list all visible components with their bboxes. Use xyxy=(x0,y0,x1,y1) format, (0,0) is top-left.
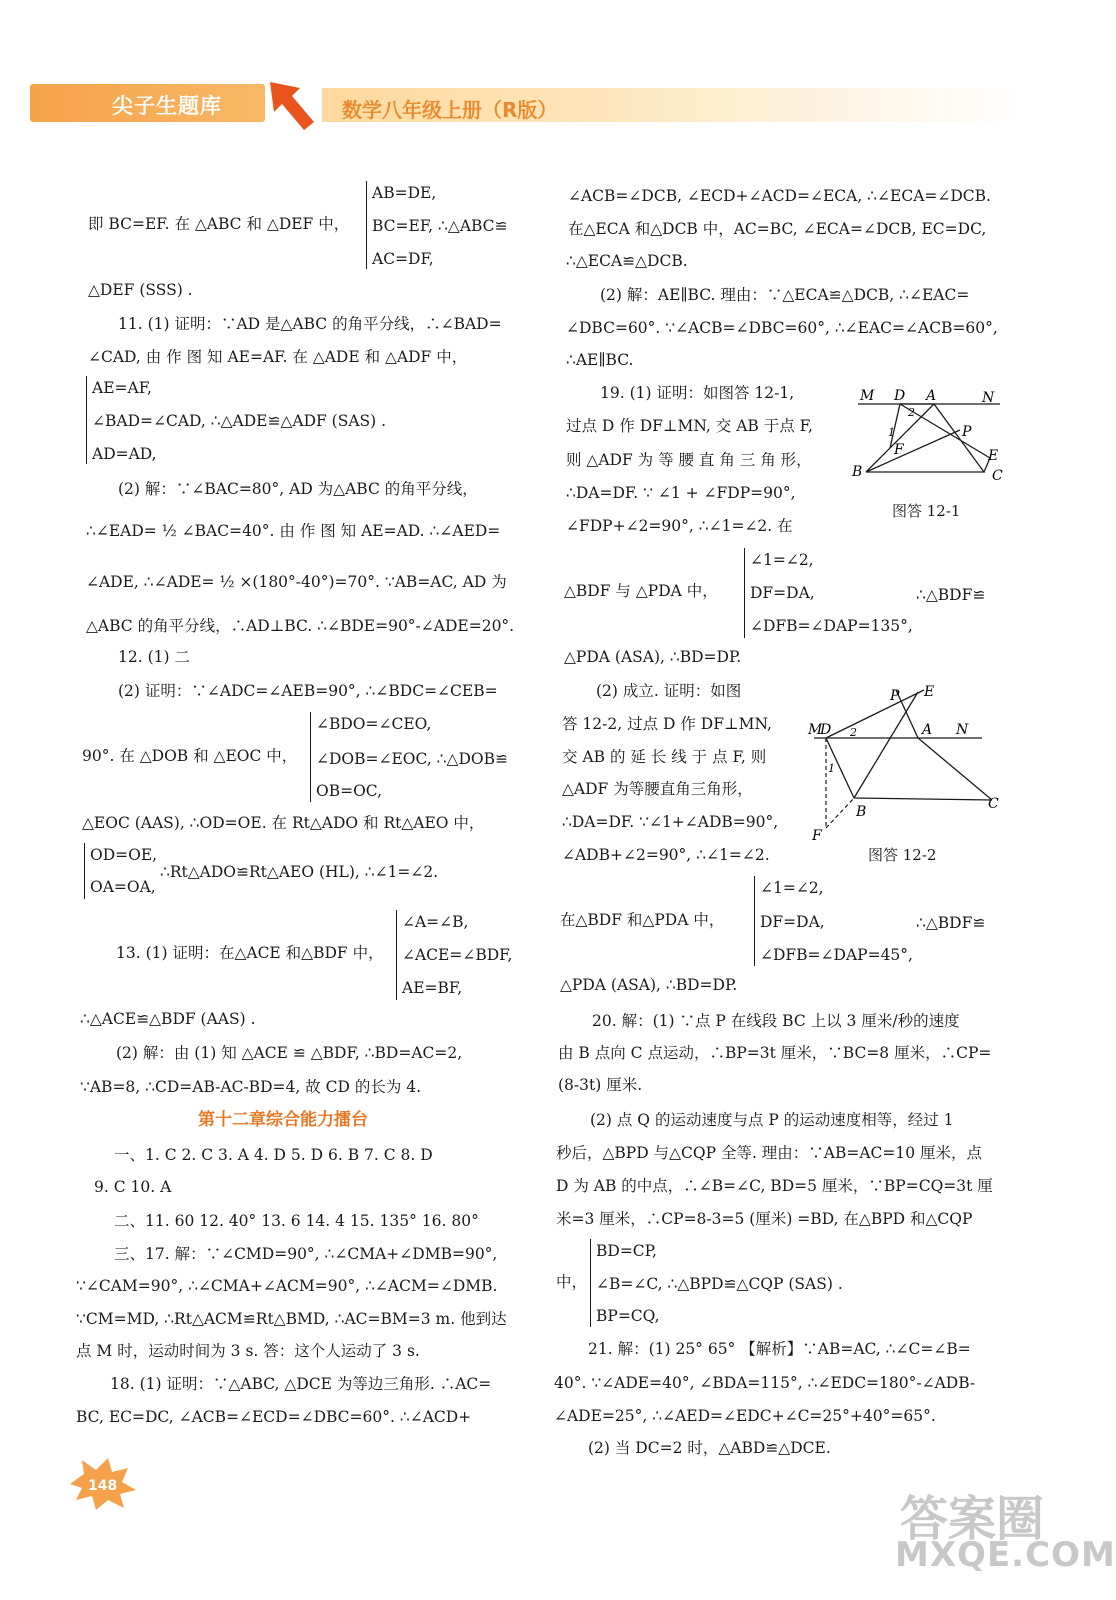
text-line: 18. (1) 证明：∵△ABC, △DCE 为等边三角形. ∴AC= xyxy=(110,1375,492,1393)
text-line: ∠BAD=∠CAD, ∴△ADE≌△ADF (SAS) . xyxy=(92,412,387,430)
text-line: △DEF (SSS) . xyxy=(88,281,193,299)
header-subtitle: 数学八年级上册（R版） xyxy=(342,98,558,122)
text-line: ∴△ACE≌△BDF (AAS) . xyxy=(80,1010,256,1028)
text-line: 即 BC=EF. 在 △ABC 和 △DEF 中， xyxy=(88,215,350,233)
text-line: 21. 解：(1) 25° 65° 【解析】∵AB=AC, ∴∠C=∠B= xyxy=(588,1340,971,1358)
fig2-label-M: M xyxy=(808,722,823,738)
brace xyxy=(396,910,397,1000)
figure-12-1-caption: 图答 12-1 xyxy=(892,502,961,520)
text-line: (2) 解：AE∥BC. 理由：∵△ECA≌△DCB, ∴∠EAC= xyxy=(600,286,970,304)
text-line: ∠ACE=∠BDF, xyxy=(402,946,513,964)
text-line: BP=CQ, xyxy=(596,1307,660,1325)
text-line: 答 12-2, 过点 D 作 DF⊥MN, xyxy=(562,715,772,733)
fig1-label-F: F xyxy=(894,442,904,458)
text-line: 秒后，△BPD 与△CQP 全等. 理由：∵AB=AC=10 厘米，点 xyxy=(556,1144,983,1162)
text-line: 20. 解：(1) ∵点 P 在线段 BC 上以 3 厘米/秒的速度 xyxy=(592,1012,960,1030)
text-line: 则 △ADF 为 等 腰 直 角 三 角 形， xyxy=(566,451,812,469)
text-line: BD=CP, xyxy=(596,1242,657,1260)
header-brand: 尖子生题库 xyxy=(112,94,222,118)
page-number: 148 xyxy=(88,1478,118,1494)
text-line: AD=AD, xyxy=(92,445,157,463)
text-line: (2) 证明：∵∠ADC=∠AEB=90°, ∴∠BDC=∠CEB= xyxy=(118,682,498,700)
text-line: 二、11. 60 12. 40° 13. 6 14. 4 15. 135° 16. 80° xyxy=(114,1212,479,1230)
text-line: AC=DF, xyxy=(372,250,434,268)
fig1-label-B: B xyxy=(852,464,863,480)
text-line: (2) 解：∵∠BAC=80°, AD 为△ABC 的角平分线， xyxy=(118,480,478,498)
fig2-label-2: 2 xyxy=(850,726,857,739)
text-line: ∠DOB=∠EOC, ∴△DOB≌ xyxy=(316,750,508,768)
text-line: (2) 解：由 (1) 知 △ACE ≌ △BDF, ∴BD=AC=2, xyxy=(116,1044,463,1062)
text-line: BC, EC=DC, ∠ACB=∠ECD=∠DBC=60°. ∴∠ACD+ xyxy=(76,1408,472,1426)
fig2-label-D: D xyxy=(820,722,832,738)
text-line: ∠A=∠B, xyxy=(402,913,469,931)
brace xyxy=(366,181,367,269)
figure-12-2-caption: 图答 12-2 xyxy=(868,846,937,864)
fig1-label-D: D xyxy=(894,388,906,404)
text-line: ∠DFB=∠DAP=45°, xyxy=(760,946,913,964)
text-line: △EOC (AAS), ∴OD=OE. 在 Rt△ADO 和 Rt△AEO 中， xyxy=(82,814,485,832)
text-line: ∠DFB=∠DAP=135°, xyxy=(750,617,913,635)
fig2-label-E: E xyxy=(924,684,935,700)
text-line: ∵AB=8, ∴CD=AB-AC-BD=4, 故 CD 的长为 4. xyxy=(80,1078,422,1096)
text-line: ∠FDP+∠2=90°, ∴∠1=∠2. 在 xyxy=(566,517,793,535)
text-line: 由 B 点向 C 点运动，∴BP=3t 厘米，∵BC=8 厘米，∴CP= xyxy=(558,1044,992,1062)
brace xyxy=(590,1239,591,1327)
text-line: ∴△BDF≌ xyxy=(916,586,986,604)
text-line: 在△ECA 和△DCB 中，AC=BC, ∠ECA=∠DCB, EC=DC, xyxy=(568,220,987,238)
text-line: 交 AB 的 延 长 线 于 点 F, 则 xyxy=(562,748,767,766)
page-number-badge xyxy=(62,1456,142,1512)
text-line: 米=3 厘米，∴CP=8-3=5 (厘米) =BD, 在△BPD 和△CQP xyxy=(556,1210,973,1228)
text-line: AE=BF, xyxy=(402,979,463,997)
text-line: ∴Rt△ADO≌Rt△AEO (HL), ∴∠1=∠2. xyxy=(160,863,439,881)
text-line: 过点 D 作 DF⊥MN, 交 AB 于点 F, xyxy=(566,417,813,435)
text-line: ∠BDO=∠CEO, xyxy=(316,715,432,733)
fig1-label-M: M xyxy=(860,388,875,404)
watermark-logo: 答案圈 xyxy=(900,1491,1045,1547)
text-line: (2) 点 Q 的运动速度与点 P 的运动速度相等，经过 1 xyxy=(590,1111,954,1129)
brace xyxy=(86,376,87,464)
text-line: ∠1=∠2, xyxy=(750,551,814,569)
text-line: OB=OC, xyxy=(316,782,383,800)
text-line: ∠ADE, ∴∠ADE= ½ ×(180°-40°)=70°. ∵AB=AC, AD 为 xyxy=(86,573,507,591)
text-line: 9. C 10. A xyxy=(94,1178,172,1196)
text-line: 90°. 在 △DOB 和 △EOC 中， xyxy=(82,747,298,765)
fig2-label-1: 1 xyxy=(828,762,835,775)
text-line: ∠1=∠2, xyxy=(760,879,824,897)
brace xyxy=(744,548,745,638)
text-line: BC=EF, ∴△ABC≌ xyxy=(372,217,508,235)
text-line: 12. (1) 二 xyxy=(118,648,190,666)
fig2-label-B: B xyxy=(856,804,867,820)
text-line: DF=DA, xyxy=(760,913,825,931)
brace xyxy=(84,843,85,899)
text-line: △PDA (ASA), ∴BD=DP. xyxy=(560,976,738,994)
text-line: ∴DA=DF. ∵∠1+∠ADB=90°, xyxy=(562,813,779,831)
brace xyxy=(310,712,311,802)
figure-12-1 xyxy=(850,384,1010,494)
fig2-label-C: C xyxy=(988,796,999,812)
figure-12-2 xyxy=(806,684,1006,844)
fig1-label-P: P xyxy=(962,424,972,440)
text-line: △ADF 为等腰直角三角形， xyxy=(562,780,753,798)
text-line: 19. (1) 证明：如图答 12-1, xyxy=(600,384,795,402)
fig1-label-N: N xyxy=(982,390,995,406)
text-line: 一、1. C 2. C 3. A 4. D 5. D 6. B 7. C 8. D xyxy=(114,1146,433,1164)
text-line: ∴AE∥BC. xyxy=(566,351,634,369)
text-line: ∴∠EAD= ½ ∠BAC=40°. 由 作 图 知 AE=AD. ∴∠AED= xyxy=(86,522,501,540)
text-line: AE=AF, xyxy=(92,379,152,397)
text-line: OD=OE, xyxy=(90,846,158,864)
text-line: ∠ADE=25°, ∴∠AED=∠EDC+∠C=25°+40°=65°. xyxy=(554,1407,936,1425)
text-line: △BDF 与 △PDA 中， xyxy=(564,582,718,600)
fig1-label-2: 2 xyxy=(908,406,915,419)
fig2-label-N: N xyxy=(956,722,969,738)
text-line: 中， xyxy=(556,1273,588,1291)
text-line: ∠CAD, 由 作 图 知 AE=AF. 在 △ADE 和 △ADF 中， xyxy=(88,348,468,366)
text-line: △PDA (ASA), ∴BD=DP. xyxy=(564,648,742,666)
text-line: ∴△ECA≌△DCB. xyxy=(566,252,688,270)
text-line: 40°. ∵∠ADE=40°, ∠BDA=115°, ∴∠EDC=180°-∠ADB- xyxy=(554,1374,976,1392)
text-line: ∠DBC=60°. ∵∠ACB=∠DBC=60°, ∴∠EAC=∠ACB=60°, xyxy=(566,319,998,337)
text-line: ∵CM=MD, ∴Rt△ACM≌Rt△BMD, ∴AC=BM=3 m. 他到达 xyxy=(76,1310,507,1328)
text-line: ∠ACB=∠DCB, ∠ECD+∠ACD=∠ECA, ∴∠ECA=∠DCB. xyxy=(568,187,991,205)
fig1-label-1: 1 xyxy=(888,426,895,439)
text-line: D 为 AB 的中点，∴∠B=∠C, BD=5 厘米，∵BP=CQ=3t 厘 xyxy=(556,1177,993,1195)
text-line: (8-3t) 厘米. xyxy=(558,1076,643,1094)
watermark-url: MXQE.COM xyxy=(895,1535,1116,1575)
fig1-label-E: E xyxy=(988,448,999,464)
arrow-icon xyxy=(266,78,322,134)
fig2-label-A: A xyxy=(922,722,933,738)
fig2-label-P: P xyxy=(890,688,900,704)
text-line: AB=DE, xyxy=(372,184,437,202)
fig1-label-C: C xyxy=(992,468,1003,484)
text-line: 在△BDF 和△PDA 中， xyxy=(560,911,725,929)
section-title: 第十二章综合能力擂台 xyxy=(198,1110,368,1130)
text-line: ∠ADB+∠2=90°, ∴∠1=∠2. xyxy=(562,846,770,864)
text-line: (2) 成立. 证明：如图 xyxy=(596,682,742,700)
text-line: 13. (1) 证明：在△ACE 和△BDF 中， xyxy=(116,944,384,962)
text-line: OA=OA, xyxy=(90,878,156,896)
fig2-label-F: F xyxy=(812,828,822,844)
text-line: ∴△BDF≌ xyxy=(916,914,986,932)
text-line: ∠B=∠C, ∴△BPD≌△CQP (SAS) . xyxy=(596,1275,843,1293)
text-line: (2) 当 DC=2 时，△ABD≌△DCE. xyxy=(588,1439,831,1457)
text-line: △ABC 的角平分线，∴AD⊥BC. ∴∠BDE=90°-∠ADE=20°. xyxy=(86,617,515,635)
text-line: ∵∠CAM=90°, ∴∠CMA+∠ACM=90°, ∴∠ACM=∠DMB. xyxy=(76,1277,498,1295)
fig1-label-A: A xyxy=(926,388,937,404)
text-line: 11. (1) 证明：∵AD 是△ABC 的角平分线，∴∠BAD= xyxy=(118,315,502,333)
text-line: 三、17. 解：∵∠CMD=90°, ∴∠CMA+∠DMB=90°, xyxy=(114,1245,498,1263)
text-line: 点 M 时，运动时间为 3 s. 答：这个人运动了 3 s. xyxy=(76,1342,420,1360)
text-line: DF=DA, xyxy=(750,584,815,602)
brace xyxy=(754,876,755,966)
text-line: ∴DA=DF. ∵ ∠1 + ∠FDP=90°, xyxy=(566,484,796,502)
